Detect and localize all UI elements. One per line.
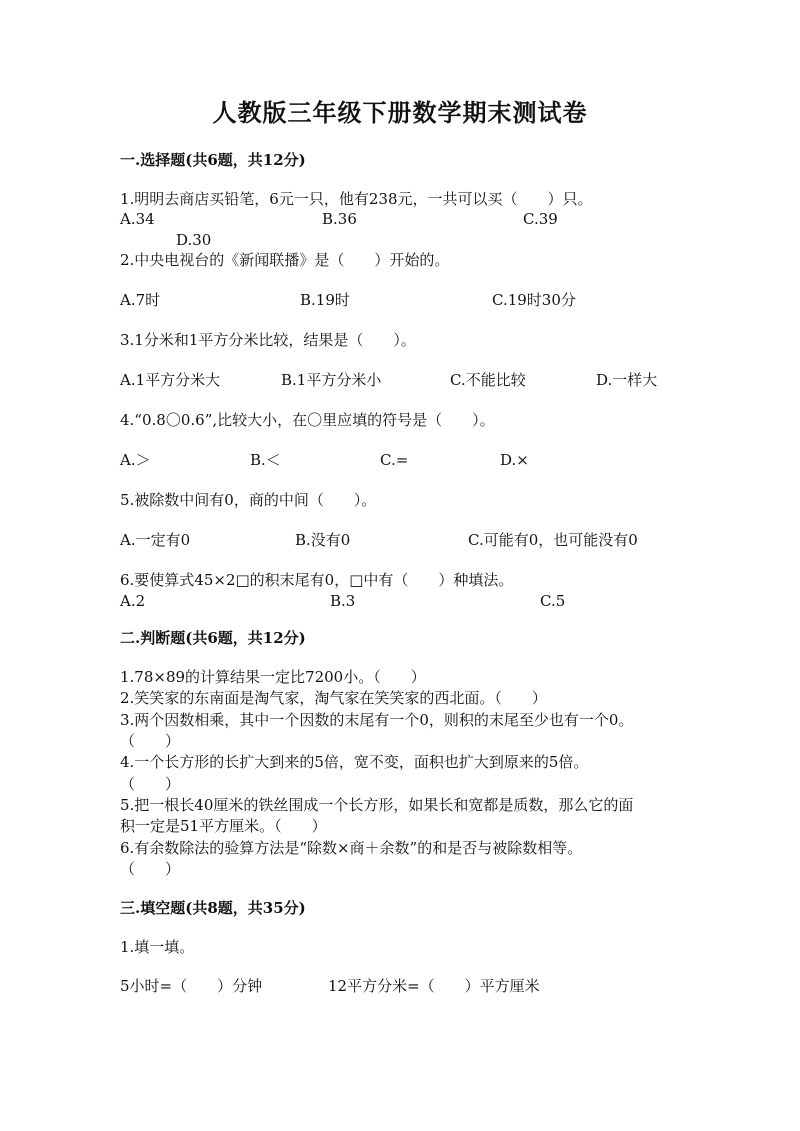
option: C.5 <box>540 592 566 610</box>
judgement-line: （ ） <box>120 775 181 793</box>
judgement-line: 5.把一根长40厘米的铁丝围成一个长方形，如果长和宽都是质数，那么它的面 <box>120 796 634 814</box>
section-heading-fill: 三.填空题(共8题，共35分) <box>120 899 306 917</box>
option: B.＜ <box>250 451 281 469</box>
section-heading-judgement: 二.判断题(共6题，共12分) <box>120 629 306 647</box>
option: B.36 <box>322 210 357 228</box>
judgement-line: 1.78×89的计算结果一定比7200小。（ ） <box>120 668 426 686</box>
fill-item: 12平方分米=（ ）平方厘米 <box>328 977 540 995</box>
question-text: 6.要使算式45×2□的积末尾有0，□中有（ ）种填法。 <box>120 571 514 589</box>
option: B.19时 <box>300 291 350 309</box>
question-text: 5.被除数中间有0，商的中间（ ）。 <box>120 491 377 509</box>
question-text: 1.明明去商店买铅笔，6元一只，他有238元，一共可以买（ ）只。 <box>120 190 593 208</box>
option: D.× <box>500 451 529 469</box>
judgement-line: 2.笑笑家的东南面是淘气家，淘气家在笑笑家的西北面。（ ） <box>120 689 547 707</box>
question-text: 1.填一填。 <box>120 938 195 956</box>
option: A.＞ <box>120 451 151 469</box>
option: A.1平方分米大 <box>120 371 221 389</box>
option: A.7时 <box>120 291 161 309</box>
question-text: 4.“0.8〇0.6”,比较大小，在〇里应填的符号是（ ）。 <box>120 411 495 429</box>
section-heading-choice: 一.选择题(共6题，共12分) <box>120 151 306 169</box>
option: A.2 <box>120 592 146 610</box>
judgement-line: （ ） <box>120 732 181 750</box>
option: B.3 <box>330 592 356 610</box>
option: A.34 <box>120 210 155 228</box>
option: A.一定有0 <box>120 531 191 549</box>
judgement-line: 积一定是51平方厘米。（ ） <box>120 817 327 835</box>
option: C.39 <box>523 210 558 228</box>
question-text: 2.中央电视台的《新闻联播》是（ ）开始的。 <box>120 251 450 269</box>
option: B.1平方分米小 <box>281 371 382 389</box>
judgement-line: （ ） <box>120 860 181 878</box>
option: D.30 <box>176 231 212 249</box>
option: C.可能有0，也可能没有0 <box>468 531 638 549</box>
option: B.没有0 <box>295 531 351 549</box>
judgement-line: 4.一个长方形的长扩大到来的5倍，宽不变，面积也扩大到原来的5倍。 <box>120 753 589 771</box>
fill-item: 5小时=（ ）分钟 <box>120 977 263 995</box>
option: C.19时30分 <box>492 291 576 309</box>
question-text: 3.1分米和1平方分米比较，结果是（ ）。 <box>120 331 416 349</box>
option: C.不能比较 <box>450 371 526 389</box>
judgement-line: 6.有余数除法的验算方法是“除数×商＋余数”的和是否与被除数相等。 <box>120 839 583 857</box>
option: D.一样大 <box>596 371 658 389</box>
judgement-line: 3.两个因数相乘，其中一个因数的末尾有一个0，则积的末尾至少也有一个0。 <box>120 711 634 729</box>
option: C.= <box>380 451 409 469</box>
page-title: 人教版三年级下册数学期末测试卷 <box>212 98 588 127</box>
